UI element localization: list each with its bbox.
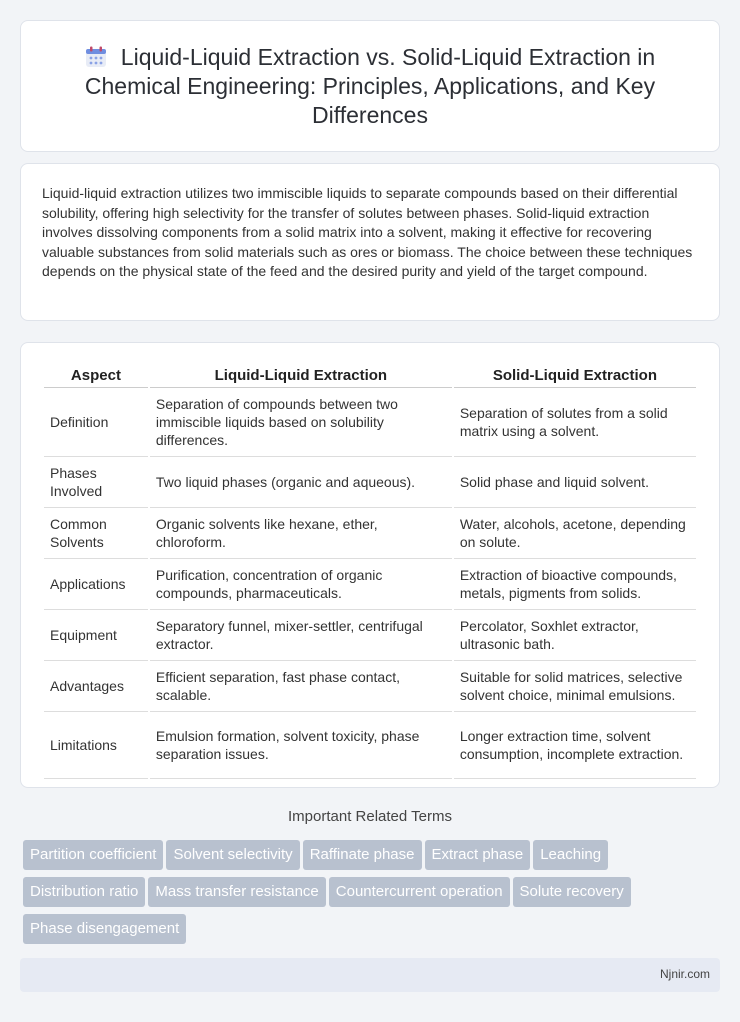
related-term-tag[interactable]: Distribution ratio xyxy=(23,877,145,907)
related-term-tag[interactable]: Raffinate phase xyxy=(303,840,422,870)
row-liquid-liquid: Efficient separation, fast phase contact, scalable. xyxy=(150,661,452,712)
row-aspect: Applications xyxy=(44,559,148,610)
related-term-tag[interactable]: Solvent selectivity xyxy=(166,840,299,870)
row-aspect: Advantages xyxy=(44,661,148,712)
row-solid-liquid: Separation of solutes from a solid matrix using a solvent. xyxy=(454,388,696,457)
related-term-tag[interactable]: Leaching xyxy=(533,840,608,870)
table-row xyxy=(44,712,696,779)
header-solid-liquid: Solid-Liquid Extraction xyxy=(454,360,696,388)
table-row xyxy=(44,661,696,712)
related-terms-heading: Important Related Terms xyxy=(288,808,452,825)
page-title-text: Liquid-Liquid Extraction vs. Solid-Liquid Extraction in Chemical Engineering: Principles, Applications, and Key Differences xyxy=(84,44,656,128)
row-aspect: Phases Involved xyxy=(44,457,148,508)
intro-paragraph: Liquid-liquid extraction utilizes two immiscible liquids to separate compounds based on their differential solubility, offering high selectivity for the transfer of solutes between phases. Solid-liquid extraction involves dissolving components from a solid matrix into a solvent, making it effective for recovering valuable substances from solid materials such as ores or biomass. The choice between these techniques depends on the physical state of the feed and the desired purity and yield of the target compound. xyxy=(42,185,693,280)
row-aspect: Equipment xyxy=(44,610,148,661)
related-term-tag[interactable]: Mass transfer resistance xyxy=(148,877,325,907)
related-term-tag[interactable]: Phase disengagement xyxy=(23,914,186,944)
row-aspect: Common Solvents xyxy=(44,508,148,559)
row-liquid-liquid: Purification, concentration of organic compounds, pharmaceuticals. xyxy=(150,559,452,610)
related-term-tag[interactable]: Extract phase xyxy=(425,840,531,870)
related-term-tag[interactable]: Solute recovery xyxy=(513,877,631,907)
row-solid-liquid: Suitable for solid matrices, selective solvent choice, minimal emulsions. xyxy=(454,661,696,712)
row-liquid-liquid: Two liquid phases (organic and aqueous). xyxy=(150,457,452,508)
row-aspect: Definition xyxy=(44,388,148,457)
row-solid-liquid: Extraction of bioactive compounds, metals, pigments from solids. xyxy=(454,559,696,610)
row-liquid-liquid: Separatory funnel, mixer-settler, centrifugal extractor. xyxy=(150,610,452,661)
header-liquid-liquid: Liquid-Liquid Extraction xyxy=(150,360,452,388)
comparison-table xyxy=(42,360,698,779)
page-title xyxy=(51,43,689,130)
row-liquid-liquid: Organic solvents like hexane, ether, chloroform. xyxy=(150,508,452,559)
row-solid-liquid: Water, alcohols, acetone, depending on solute. xyxy=(454,508,696,559)
table-row xyxy=(44,388,696,457)
row-liquid-liquid: Separation of compounds between two immiscible liquids based on solubility differences. xyxy=(150,388,452,457)
table-row xyxy=(44,508,696,559)
row-solid-liquid: Solid phase and liquid solvent. xyxy=(454,457,696,508)
table-row xyxy=(44,610,696,661)
header-aspect: Aspect xyxy=(44,360,148,388)
related-term-tag[interactable]: Partition coefficient xyxy=(23,840,163,870)
row-solid-liquid: Percolator, Soxhlet extractor, ultrasonic bath. xyxy=(454,610,696,661)
table-row xyxy=(44,559,696,610)
row-liquid-liquid: Emulsion formation, solvent toxicity, phase separation issues. xyxy=(150,712,452,779)
row-solid-liquid: Longer extraction time, solvent consumption, incomplete extraction. xyxy=(454,712,696,779)
related-terms-list xyxy=(23,840,723,951)
table-row xyxy=(44,457,696,508)
comparison-card xyxy=(20,342,720,788)
intro-card xyxy=(20,163,720,321)
related-term-tag[interactable]: Countercurrent operation xyxy=(329,877,510,907)
row-aspect: Limitations xyxy=(44,712,148,779)
footer-site-name[interactable]: Njnir.com xyxy=(659,967,710,981)
footer xyxy=(20,958,720,992)
calendar-icon xyxy=(85,46,107,68)
table-header-row xyxy=(44,360,696,388)
title-card xyxy=(20,20,720,152)
